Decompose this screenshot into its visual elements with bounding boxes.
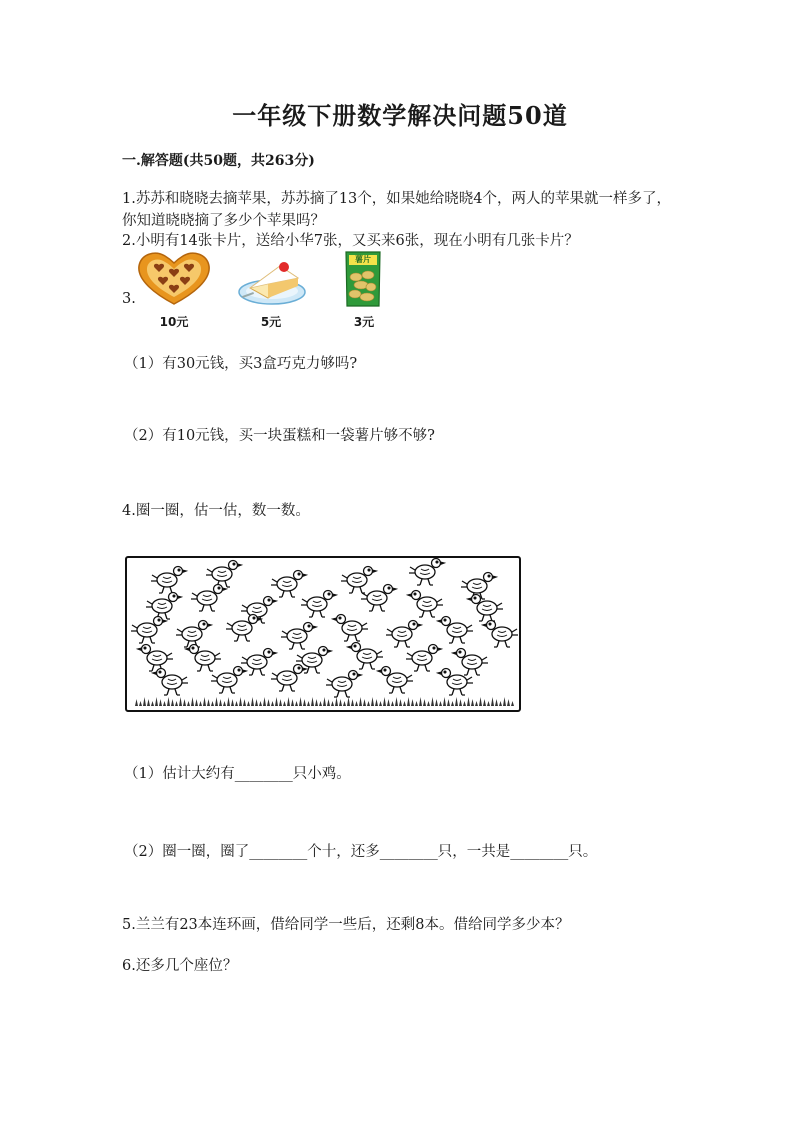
grass-blade	[503, 697, 506, 706]
grass-blade	[459, 699, 462, 706]
cake-price: 5元	[260, 315, 282, 329]
grass-blade	[239, 697, 242, 706]
grass-blade	[491, 697, 494, 706]
chocolate-box-icon	[135, 250, 213, 306]
grass-blade	[431, 697, 434, 706]
grass-blade	[427, 701, 430, 706]
grass-blade	[455, 697, 458, 706]
chick-icon	[206, 561, 241, 588]
grass-blade	[251, 697, 254, 706]
grass-blade	[163, 701, 166, 706]
grass-blade	[155, 697, 158, 706]
grass-blade	[175, 701, 178, 706]
question-4-sub-2: （2）圈一圈，圈了________个十，还多________只，一共是________只。	[124, 844, 598, 860]
grass-blade	[399, 699, 402, 706]
page-title: 一年级下册数学解决问题50道	[232, 101, 568, 130]
grass-blade	[499, 701, 502, 706]
grass-blade	[147, 699, 150, 706]
chips-bag-label: 薯片	[355, 255, 371, 264]
chick-icon	[151, 567, 186, 594]
grass-blade	[295, 701, 298, 706]
grass-blade	[435, 699, 438, 706]
grass-blade	[359, 697, 362, 706]
grass-blade	[419, 697, 422, 706]
chicks-picture	[125, 556, 521, 712]
grass-blade	[443, 697, 446, 706]
grass-blade	[367, 701, 370, 706]
grass-blade	[479, 697, 482, 706]
grass-blade	[511, 701, 514, 706]
question-2: 2.小明有14张卡片，送给小华7张，又买来6张，现在小明有几张卡片？	[122, 233, 579, 249]
grass-blade	[439, 701, 442, 706]
grass-blade	[475, 701, 478, 706]
grass-blade	[343, 701, 346, 706]
chick-icon	[453, 649, 488, 676]
grass-blade	[331, 701, 334, 706]
chick-icon	[271, 665, 306, 692]
grass-blade	[379, 701, 382, 706]
grass-blade	[387, 699, 390, 706]
grass-blade	[383, 697, 386, 706]
grass-blade	[371, 697, 374, 706]
chick-icon	[226, 615, 261, 642]
grass-blade	[423, 699, 426, 706]
question-5: 5.兰兰有23本连环画，借给同学一些后，还剩8本。借给同学多少本？	[122, 917, 570, 933]
question-1: 1.苏苏和晓晓去摘苹果，苏苏摘了13个，如果她给晓晓4个，两人的苹果就一样多了，你知道晓晓摘了多少个苹果吗？	[122, 191, 672, 229]
grass-blade	[207, 699, 210, 706]
grass-blade	[291, 699, 294, 706]
grass-blade	[263, 697, 266, 706]
grass-blade	[143, 697, 146, 706]
grass-blade	[135, 699, 138, 706]
grass-blade	[315, 699, 318, 706]
chicks-illustration	[127, 558, 518, 709]
grass-blade	[171, 699, 174, 706]
grass-blade	[267, 699, 270, 706]
grass-blade	[275, 697, 278, 706]
grass-blade	[407, 697, 410, 706]
grass-blade	[199, 701, 202, 706]
chick-icon	[438, 617, 473, 644]
chick-icon	[386, 621, 421, 648]
grass-blade	[355, 701, 358, 706]
grass-blade	[179, 697, 182, 706]
grass-blade	[363, 699, 366, 706]
chick-icon	[271, 571, 306, 598]
chick-icon	[409, 559, 444, 586]
grass-blade	[463, 701, 466, 706]
grass-blade	[187, 701, 190, 706]
grass-blade	[391, 701, 394, 706]
grass-blade	[287, 697, 290, 706]
grass-blade	[507, 699, 510, 706]
grass-blade	[223, 701, 226, 706]
grass-blade	[375, 699, 378, 706]
question-4: 4.圈一圈，估一估，数一数。	[122, 503, 310, 519]
chick-icon	[211, 667, 246, 694]
grass-blade	[335, 697, 338, 706]
section-heading: 一.解答题(共50题，共263分)	[122, 153, 315, 169]
chips-bag-icon	[343, 250, 383, 308]
chick-icon	[176, 621, 211, 648]
grass-blade	[195, 699, 198, 706]
chick-icon	[378, 667, 413, 694]
chick-icon	[326, 671, 361, 698]
grass-blade	[255, 699, 258, 706]
grass-blade	[311, 697, 314, 706]
grass-blade	[351, 699, 354, 706]
grass-blade	[319, 701, 322, 706]
grass-blade	[467, 697, 470, 706]
chick-icon	[408, 591, 443, 618]
grass-blade	[183, 699, 186, 706]
grass-blade	[307, 701, 310, 706]
chick-icon	[146, 593, 181, 620]
grass-blade	[403, 701, 406, 706]
grass-blade	[299, 697, 302, 706]
grass-blade	[327, 699, 330, 706]
grass-blade	[483, 699, 486, 706]
cake-slice-icon	[236, 254, 308, 306]
grass-blade	[271, 701, 274, 706]
grass-blade	[495, 699, 498, 706]
grass-blade	[323, 697, 326, 706]
grass-blade	[395, 697, 398, 706]
chick-icon	[468, 595, 503, 622]
question-3-number: 3.	[122, 291, 136, 307]
chick-icon	[341, 567, 376, 594]
grass-blade	[215, 697, 218, 706]
grass-blade	[235, 701, 238, 706]
grass-blade	[151, 701, 154, 706]
chick-icon	[406, 645, 441, 672]
grass-blade	[259, 701, 262, 706]
grass-blade	[227, 697, 230, 706]
grass-blade	[139, 701, 142, 706]
chick-icon	[138, 645, 173, 672]
grass-blade	[211, 701, 214, 706]
grass-blade	[447, 699, 450, 706]
grass-blade	[191, 697, 194, 706]
chick-icon	[333, 615, 368, 642]
grass-blade	[303, 699, 306, 706]
grass-blade	[167, 697, 170, 706]
grass-blade	[243, 699, 246, 706]
chick-icon	[348, 643, 383, 670]
grass-blade	[231, 699, 234, 706]
grass-blade	[451, 701, 454, 706]
chick-icon	[301, 591, 336, 618]
grass-blade	[471, 699, 474, 706]
grass-blade	[339, 699, 342, 706]
grass-blade	[411, 699, 414, 706]
chick-icon	[131, 617, 166, 644]
grass-blade	[247, 701, 250, 706]
grass-blade	[347, 697, 350, 706]
question-4-sub-1: （1）估计大约有________只小鸡。	[124, 766, 351, 782]
chips-price: 3元	[353, 315, 375, 329]
question-3-sub-1: （1）有30元钱，买3盒巧克力够吗?	[124, 356, 358, 372]
grass-blade	[203, 697, 206, 706]
question-3-sub-2: （2）有10元钱，买一块蛋糕和一袋薯片够不够?	[124, 428, 435, 444]
chick-icon	[191, 585, 226, 612]
chick-icon	[483, 621, 518, 648]
chick-icon	[153, 669, 188, 696]
grass-blade	[283, 701, 286, 706]
grass-blade	[279, 699, 282, 706]
chick-icon	[281, 623, 316, 650]
grass-blade	[159, 699, 162, 706]
chocolate-price: 10元	[159, 315, 189, 329]
grass-blade	[415, 701, 418, 706]
grass-blade	[487, 701, 490, 706]
chick-icon	[186, 645, 221, 672]
chick-icon	[361, 585, 396, 612]
grass-blade	[219, 699, 222, 706]
question-6: 6.还多几个座位？	[122, 958, 238, 974]
